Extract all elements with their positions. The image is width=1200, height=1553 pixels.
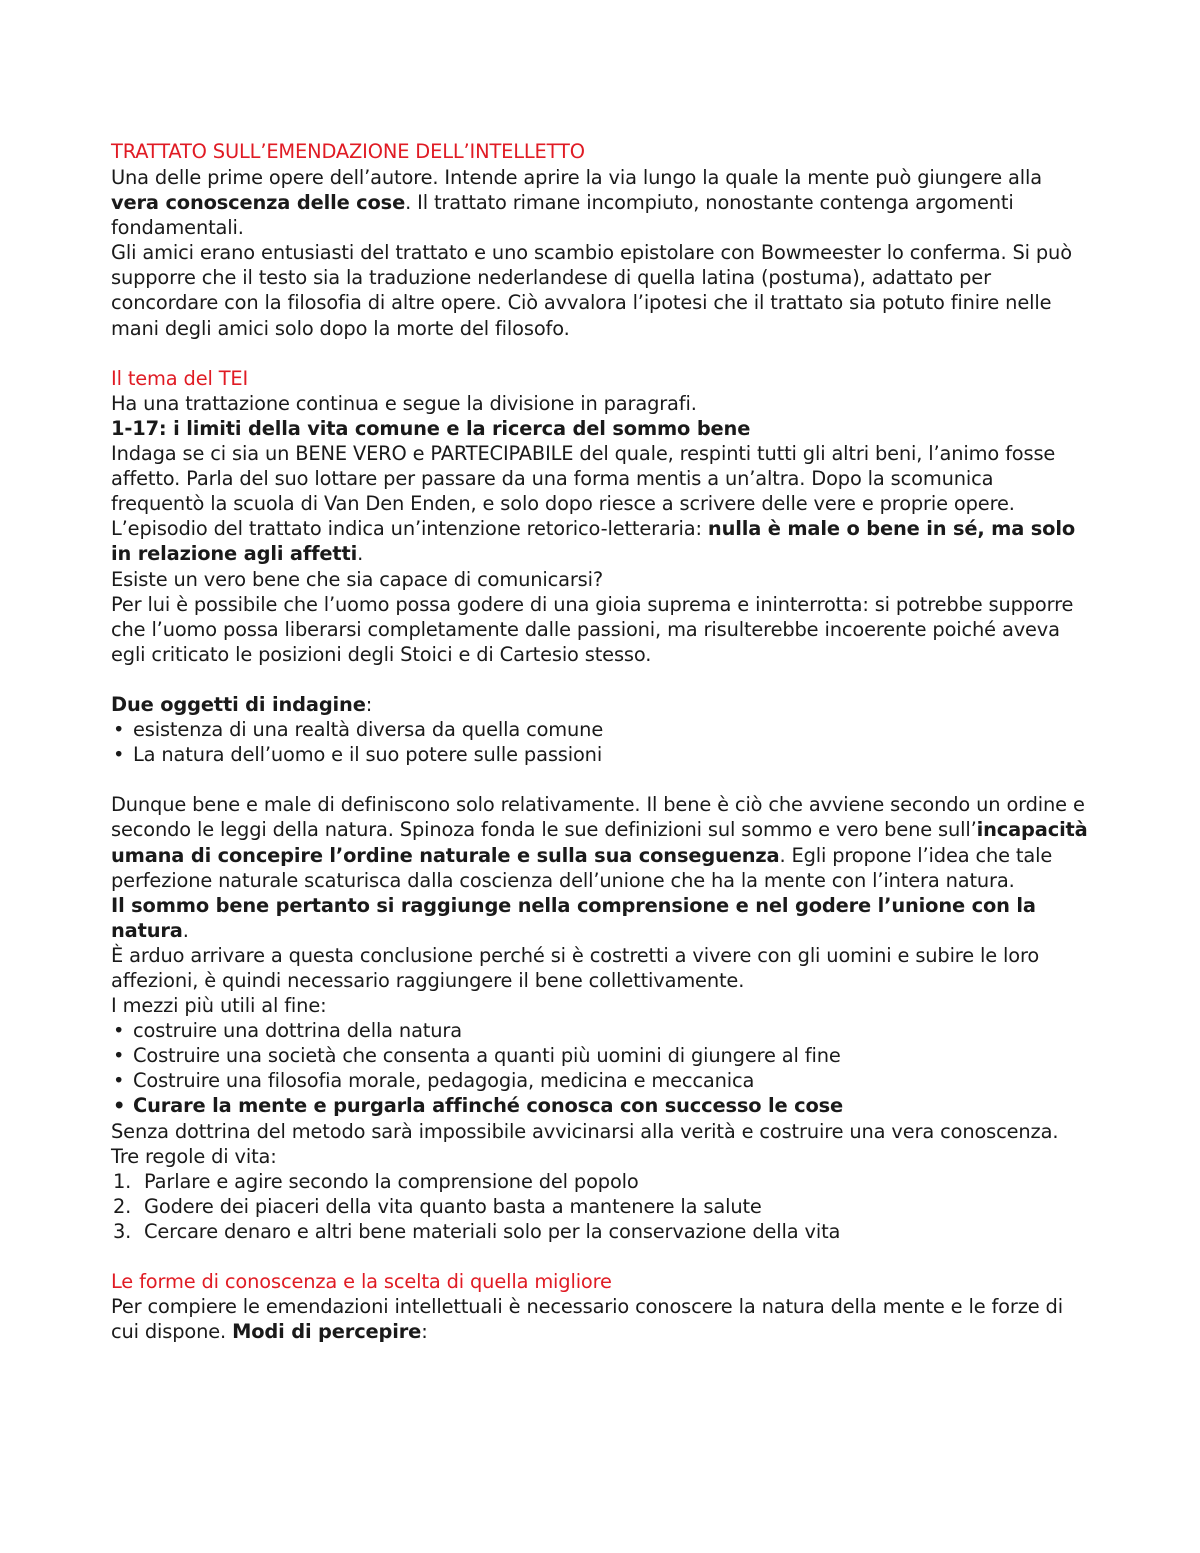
list-item-text: Godere dei piaceri della vita quanto basta a mantenere la salute	[144, 1194, 762, 1218]
means-heading: I mezzi più utili al fine:	[111, 994, 327, 1018]
list-item	[111, 742, 1090, 767]
bold-text: vera conoscenza delle cose	[111, 191, 406, 215]
list-number: 3.	[113, 1219, 132, 1243]
text: .	[182, 918, 189, 942]
subsection-title	[111, 416, 1090, 441]
paragraph	[111, 165, 1090, 240]
text: Una delle prime opere dell’autore. Intende aprire la via lungo la quale la mente può giungere alla	[111, 166, 1042, 189]
bold-text: 1-17: i limiti della vita comune e la ricerca del sommo bene	[111, 416, 751, 440]
paragraph: Senza dottrina del metodo sarà impossibile avvicinarsi alla verità e costruire una vera conoscenza. Tre regole di vita:	[111, 1119, 1059, 1168]
text: . Egli propone l’idea che tale perfezione naturale scaturisca dalla coscienza dell’unione che ha la mente con l’intera natura.	[111, 843, 1053, 892]
list-item	[111, 1169, 1090, 1194]
text: .	[357, 542, 364, 566]
list-item	[111, 1093, 1090, 1118]
paragraph: Gli amici erano entusiasti del trattato e uno scambio epistolare con Bowmeester lo conferma. Si può supporre che il testo sia la traduzione nederlandese di quella latina (postuma), adattato per concordare con la filosofia di altre opere. Ciò avvalora l’ipotesi che il trattato sia potuto finire nelle mani degli amici solo dopo la morte del filosofo.	[111, 241, 1072, 340]
list-item	[111, 1068, 1090, 1093]
text: . Il trattato rimane incompiuto, nonostante contenga argomenti fondamentali.	[111, 191, 1014, 240]
text: L’episodio del trattato indica un’intenzione retorico-letteraria:	[111, 517, 708, 541]
list-number: 2.	[113, 1194, 132, 1218]
rules-list	[111, 1169, 1090, 1244]
list-item	[111, 1194, 1090, 1219]
bullet-icon: •	[113, 718, 125, 742]
list-item	[111, 1219, 1090, 1244]
paragraph	[111, 893, 1090, 943]
list-item	[111, 1018, 1090, 1043]
bold-text: Modi di percepire	[232, 1320, 422, 1344]
text: :	[365, 692, 373, 716]
objects-heading	[111, 692, 1090, 717]
bold-text: Due oggetti di indagine	[111, 692, 366, 716]
section-title-tema: Il tema del TEI	[111, 366, 249, 390]
spacer	[111, 767, 1090, 792]
list-number: 1.	[113, 1169, 132, 1193]
section-title-forme: Le forme di conoscenza e la scelta di quella migliore	[111, 1270, 612, 1294]
objects-list	[111, 717, 1090, 767]
text: Dunque bene e male di definiscono solo relativamente. Il bene è ciò che avviene secondo un ordine e secondo le leggi della natura. Spinoza fonda le sue definizioni sul sommo e vero bene sull’	[111, 793, 1085, 842]
paragraph: Esiste un vero bene che sia capace di comunicarsi?	[111, 567, 603, 591]
list-item-text: Costruire una filosofia morale, pedagogia, medicina e meccanica	[133, 1069, 755, 1093]
list-item-text: Cercare denaro e altri bene materiali solo per la conservazione della vita	[144, 1219, 841, 1243]
list-item-text: costruire una dottrina della natura	[133, 1019, 462, 1043]
bold-text: Il sommo bene pertanto si raggiunge nella comprensione e nel godere l’unione con la natura	[111, 893, 1036, 942]
paragraph	[111, 792, 1090, 892]
spacer	[111, 341, 1090, 366]
list-item-text: La natura dell’uomo e il suo potere sulle passioni	[133, 743, 603, 767]
list-item-text: Costruire una società che consenta a quanti più uomini di giungere al fine	[133, 1044, 841, 1068]
paragraph	[111, 516, 1090, 566]
bullet-icon: •	[113, 1069, 125, 1093]
paragraph: È arduo arrivare a questa conclusione perché si è costretti a vivere con gli uomini e subire le loro affezioni, è quindi necessario raggiungere il bene collettivamente.	[111, 943, 1040, 992]
text: Per compiere le emendazioni intellettuali è necessario conoscere la natura della mente e le forze di cui dispone.	[111, 1295, 1063, 1344]
text: :	[421, 1320, 428, 1344]
paragraph: Per lui è possibile che l’uomo possa godere di una gioia suprema e ininterrotta: si potrebbe supporre che l’uomo possa liberarsi completamente dalle passioni, ma risulterebbe incoerente poiché aveva egli criticato le posizioni degli Stoici e di Cartesio stesso.	[111, 592, 1074, 666]
paragraph	[111, 1294, 1090, 1344]
list-item-text: Parlare e agire secondo la comprensione del popolo	[144, 1169, 639, 1193]
bullet-icon: •	[113, 1019, 125, 1043]
paragraph: Ha una trattazione continua e segue la divisione in paragrafi.	[111, 391, 697, 415]
list-item	[111, 1043, 1090, 1068]
bold-text: incapacità umana di concepire l’ordine naturale e sulla sua conseguenza	[111, 818, 1088, 867]
list-item-text: esistenza di una realtà diversa da quella comune	[133, 718, 604, 742]
bullet-icon: •	[113, 743, 125, 767]
bullet-icon: •	[113, 1094, 126, 1118]
section-title-trattato: TRATTATO SULL’EMENDAZIONE DELL’INTELLETTO	[111, 140, 585, 163]
spacer	[111, 667, 1090, 692]
bold-text: nulla è male o bene in sé, ma solo in relazione agli affetti	[111, 517, 1075, 566]
spacer	[111, 1244, 1090, 1269]
list-item	[111, 717, 1090, 742]
means-list	[111, 1018, 1090, 1118]
list-item-text: Curare la mente e purgarla affinché conosca con successo le cose	[133, 1094, 844, 1118]
paragraph: Indaga se ci sia un BENE VERO e PARTECIPABILE del quale, respinti tutti gli altri beni, l’animo fosse affetto. Parla del suo lottare per passare da una forma mentis a un’altra. Dopo la scomunica frequentò la scuola di Van Den Enden, e solo dopo riesce a scrivere delle vere e proprie opere.	[111, 442, 1056, 516]
bullet-icon: •	[113, 1044, 125, 1068]
